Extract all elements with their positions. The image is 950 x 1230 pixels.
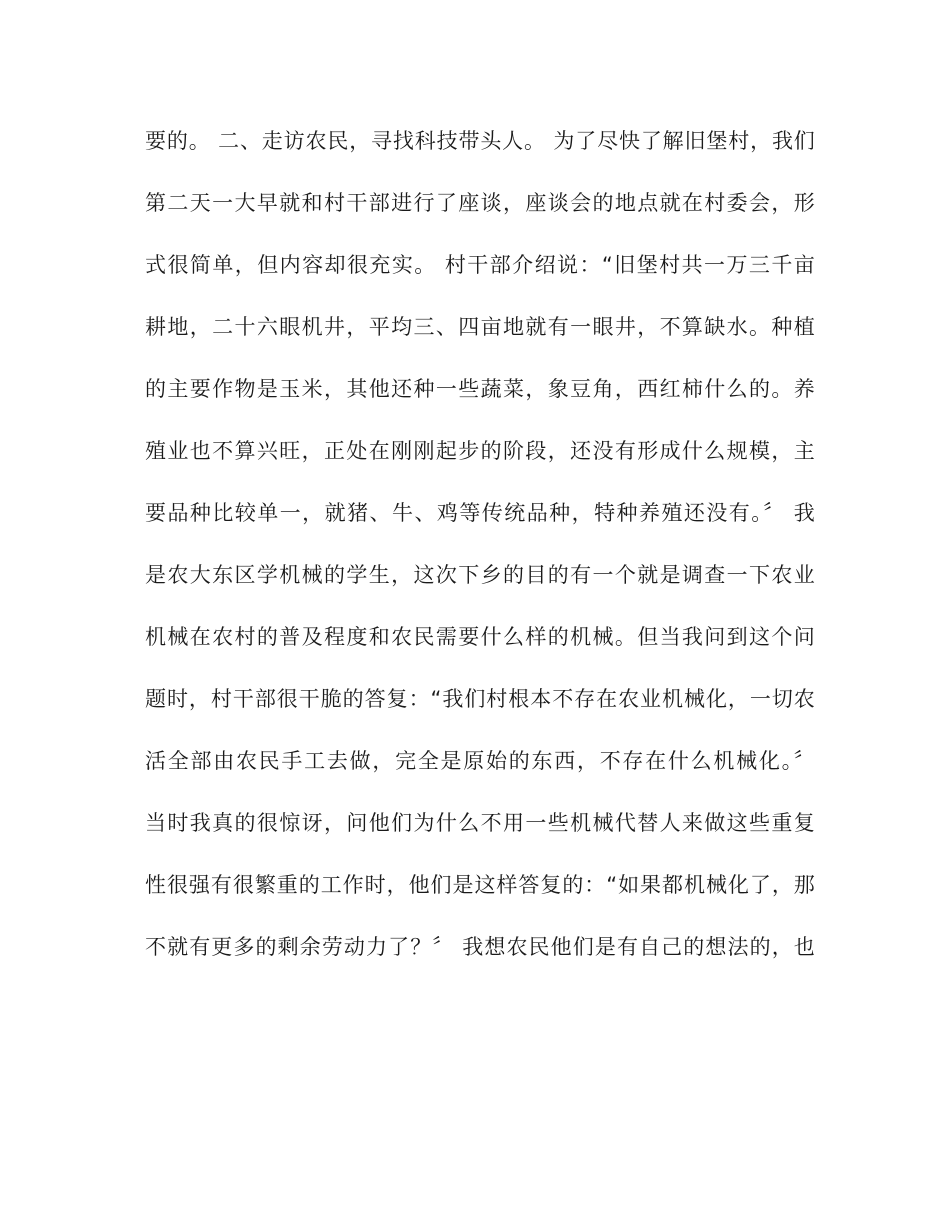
text-line-7: 要品种比较单一，就猪、牛、鸡等传统品种，特种养殖还没有。〞 我 [145,501,815,525]
text-line-1: 要的。 二、走访农民，寻找科技带头人。 为了尽快了解旧堡村，我们 [145,129,815,153]
text-line-13: 性很强有很繁重的工作时，他们是这样答复的：“如果都机械化了，那 [145,873,815,897]
text-line-6: 殖业也不算兴旺，正处在刚刚起步的阶段，还没有形成什么规模，主 [145,439,815,463]
text-line-14: 不就有更多的剩余劳动力了？〞 我想农民他们是有自己的想法的，也 [145,935,815,959]
text-line-4: 耕地，二十六眼机井，平均三、四亩地就有一眼井，不算缺水。种植 [145,315,815,339]
text-line-8: 是农大东区学机械的学生，这次下乡的目的有一个就是调查一下农业 [145,563,815,587]
text-line-11: 活全部由农民手工去做，完全是原始的东西，不存在什么机械化。〞 [145,749,815,773]
body-text [145,121,815,989]
text-line-9: 机械在农村的普及程度和农民需要什么样的机械。但当我问到这个问 [145,625,815,649]
text-line-2: 第二天一大早就和村干部进行了座谈，座谈会的地点就在村委会，形 [145,191,815,215]
text-line-12: 当时我真的很惊讶，问他们为什么不用一些机械代替人来做这些重复 [145,811,815,835]
text-line-3: 式很简单，但内容却很充实。 村干部介绍说：“旧堡村共一万三千亩 [145,253,815,277]
text-line-10: 题时，村干部很干脆的答复：“我们村根本不存在农业机械化，一切农 [145,687,815,711]
text-line-5: 的主要作物是玉米，其他还种一些蔬菜，象豆角，西红柿什么的。养 [145,377,815,401]
